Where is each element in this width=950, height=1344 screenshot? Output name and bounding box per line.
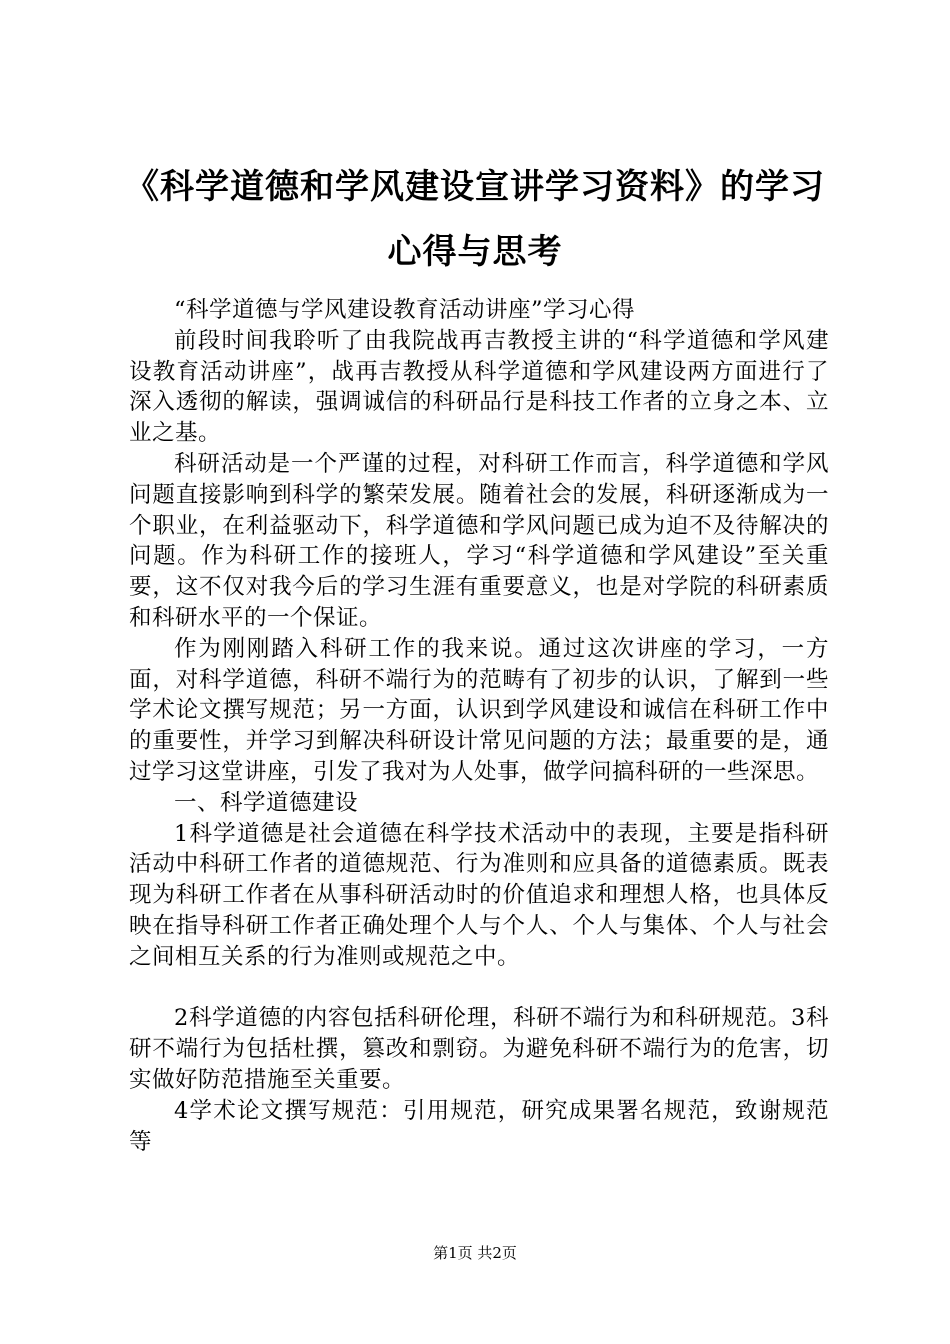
section-heading: 一、科学道德建设 [174,789,359,816]
body-paragraph: 科研活动是一个严谨的过程，对科研工作而言，科学道德和学风问题直接影响到科学的繁荣发展。随着社会的发展，科研逐渐成为一个职业，在利益驱动下，科学道德和学风问题已成为迫不及待解决的问题。作为科研工作的接班人，学习“科学道德和学风建设”至关重要，这不仅对我今后的学习生涯有重要意义，也是对学院的科研素质和科研水平的一个保证。 [129,450,829,631]
subtitle-paragraph: “科学道德与学风建设教育活动讲座”学习心得 [174,297,636,323]
body-paragraph: 1科学道德是社会道德在科学技术活动中的表现，主要是指科研活动中科研工作者的道德规范、行为准则和应具备的道德素质。既表现为科研工作者在从事科研活动时的价值追求和理想人格，也具体反映在指导科研工作者正确处理个人与个人、个人与集体、个人与社会之间相互关系的行为准则或规范之中。 [129,820,829,970]
document-body [129,295,829,1157]
document-title-line-1: 《科学道德和学风建设宣讲学习资料》的学习 [125,167,825,207]
page-footer: 第1页 共2页 [433,1244,517,1262]
body-paragraph: 2科学道德的内容包括科研伦理，科研不端行为和科研规范。3科研不端行为包括杜撰，篡改和剽窃。为避免科研不端行为的危害，切实做好防范措施至关重要。 [129,1005,829,1093]
body-paragraph: 作为刚刚踏入科研工作的我来说。通过这次讲座的学习，一方面，对科学道德，科研不端行为的范畴有了初步的认识，了解到一些学术论文撰写规范；另一方面，认识到学风建设和诚信在科研工作中的重要性，并学习到解决科研设计常见问题的方法；最重要的是，通过学习这堂讲座，引发了我对为人处事，做学问搞科研的一些深思。 [129,635,829,785]
body-paragraph: 前段时间我聆听了由我院战再吉教授主讲的“科学道德和学风建设教育活动讲座”，战再吉教授从科学道德和学风建设两方面进行了深入透彻的解读，强调诚信的科研品行是科技工作者的立身之本、立业之基。 [129,327,829,447]
document-title-line-2: 心得与思考 [387,232,563,272]
body-paragraph: 4学术论文撰写规范：引用规范，研究成果署名规范，致谢规范等 [129,1097,829,1155]
